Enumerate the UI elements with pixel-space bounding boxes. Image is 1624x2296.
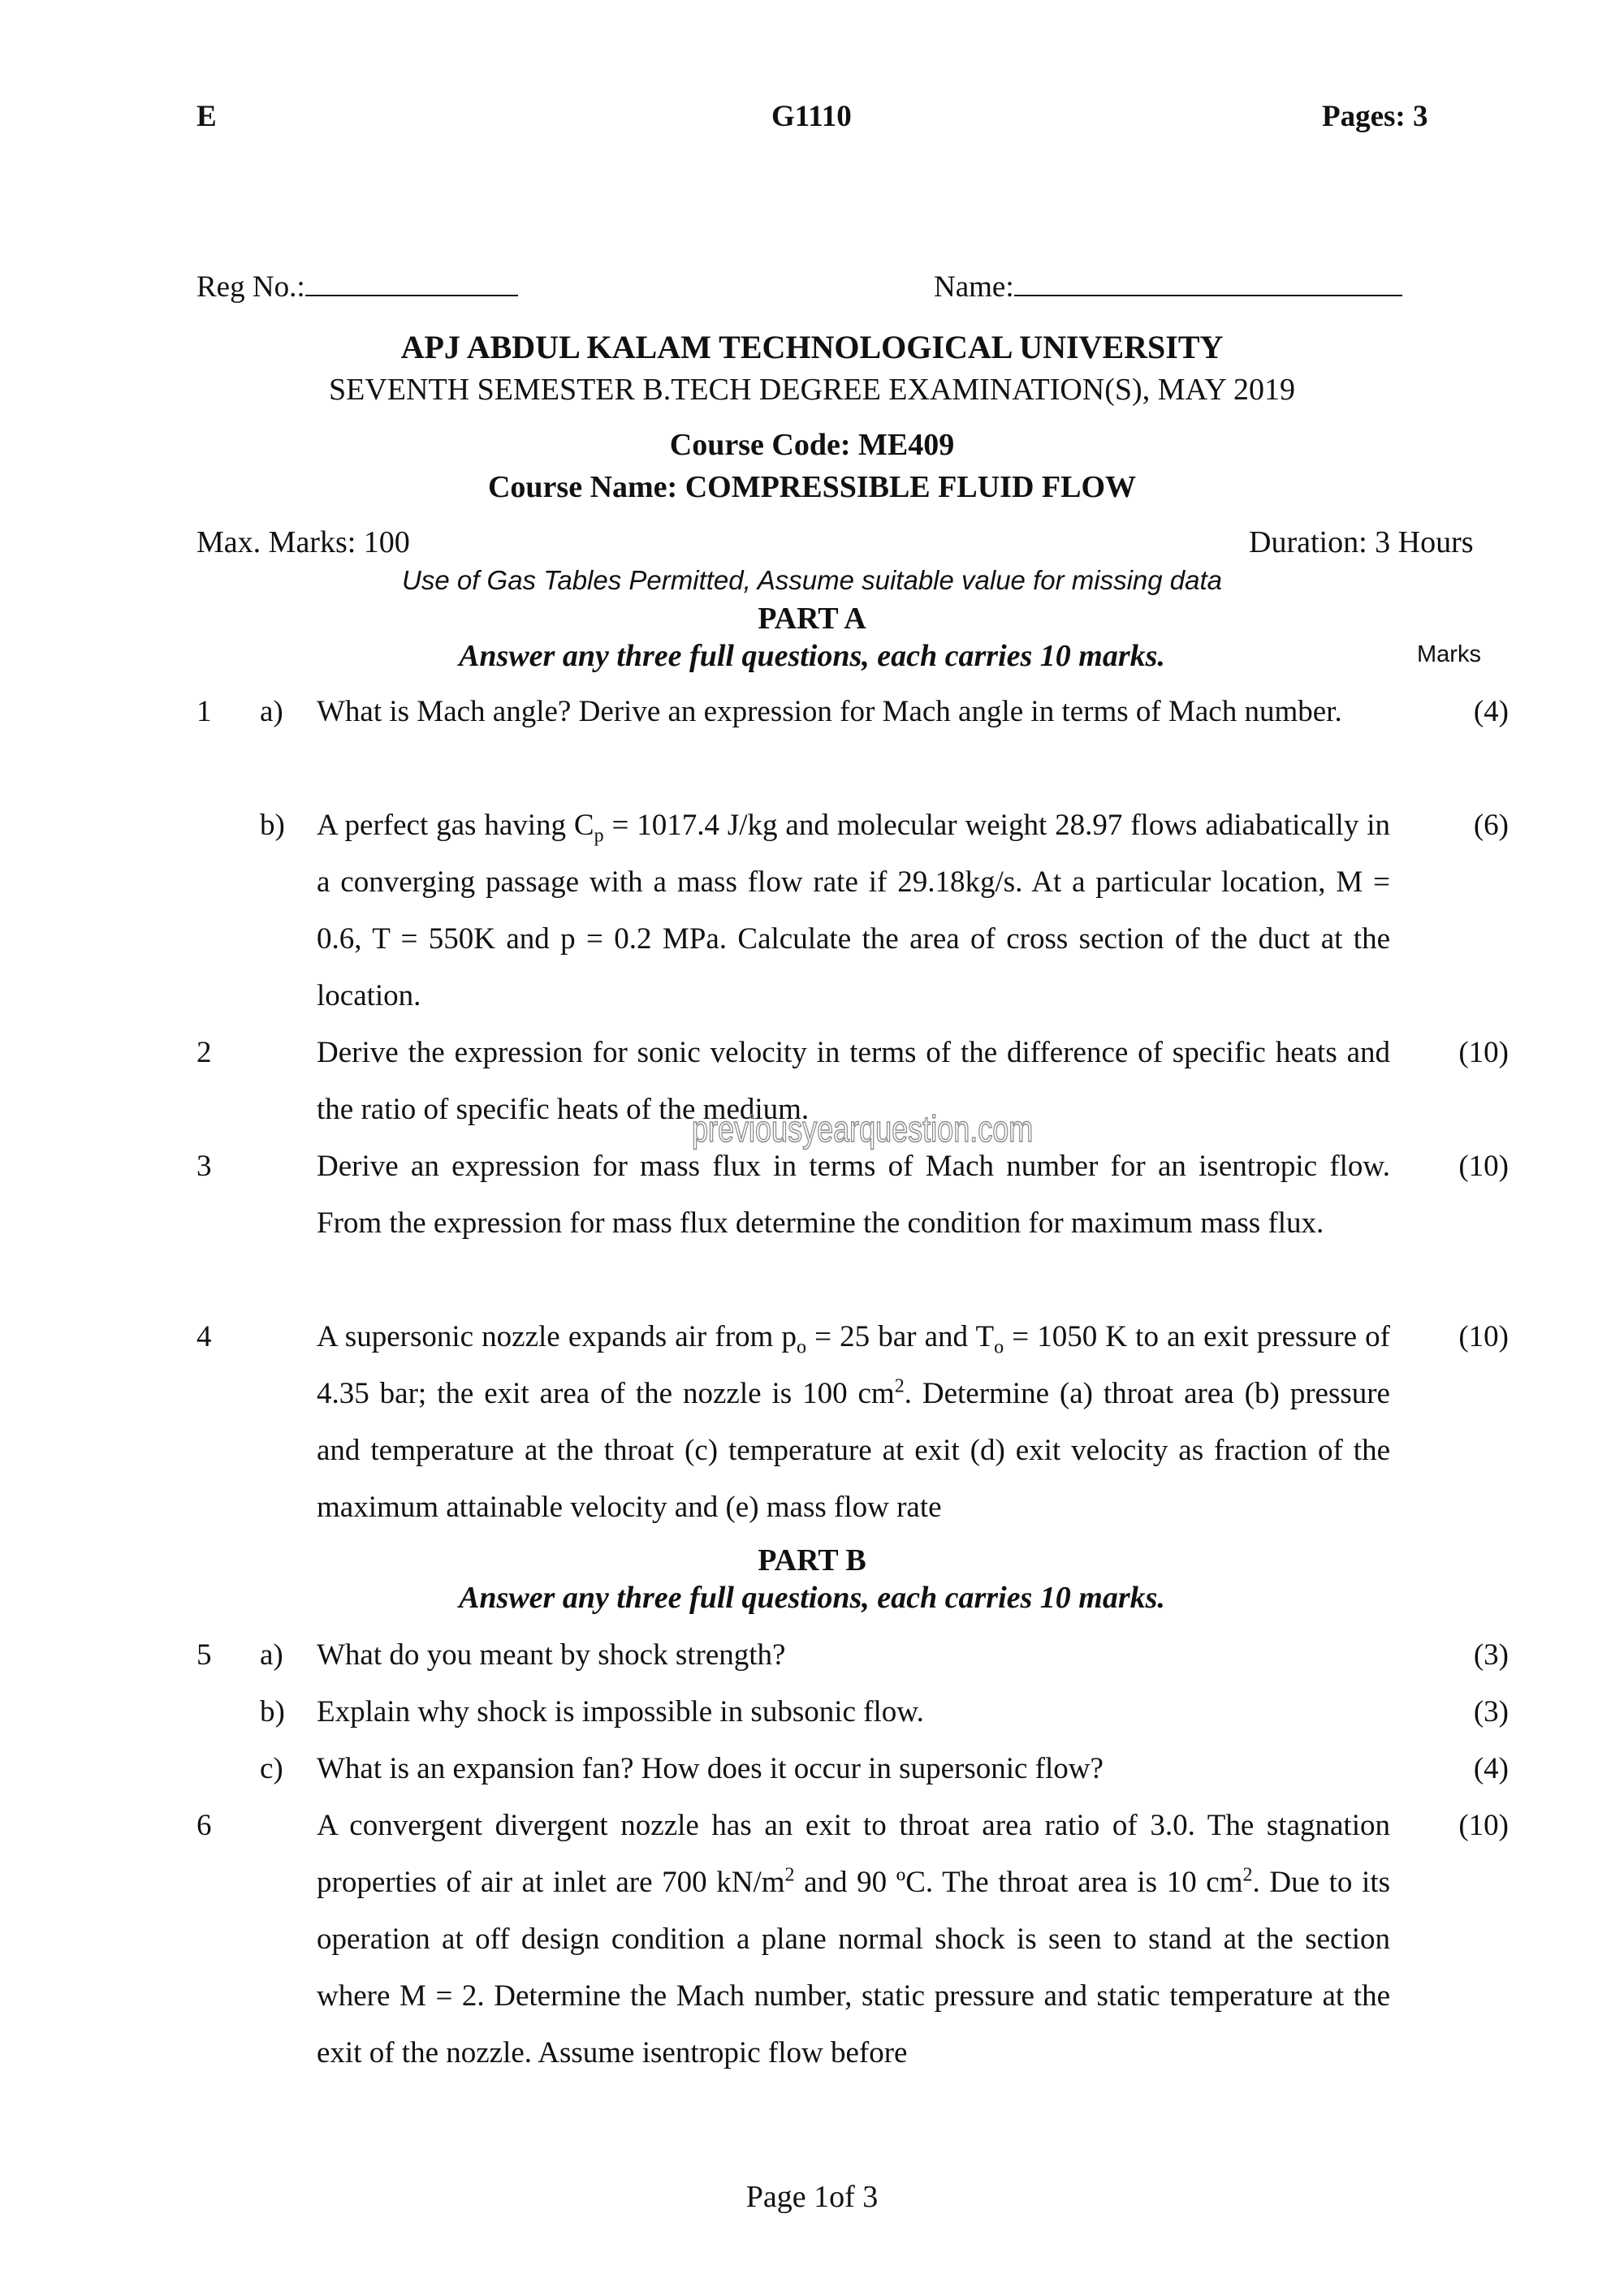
part-a-instruction: Answer any three full questions, each carries 10 marks.	[459, 639, 1165, 673]
question-part: c)	[260, 1752, 283, 1785]
question-text: Explain why shock is impossible in subsonic flow.	[317, 1695, 924, 1728]
question-marks: (10)	[1458, 1150, 1509, 1183]
question-text: Derive the expression for sonic velocity in terms of the difference of specific heats and the ratio of specific heats of the medium.	[317, 1036, 1390, 1126]
question-number: 6	[197, 1809, 212, 1842]
set-letter: E	[197, 100, 217, 133]
part-b-instruction: Answer any three full questions, each carries 10 marks.	[459, 1581, 1165, 1615]
question-marks: (10)	[1458, 1809, 1509, 1842]
max-marks: Max. Marks: 100	[197, 525, 410, 559]
name-label: Name:	[934, 270, 1402, 304]
question-marks: (3)	[1473, 1695, 1509, 1728]
exam-title: SEVENTH SEMESTER B.TECH DEGREE EXAMINATION(S), MAY 2019	[329, 373, 1295, 407]
question-marks: (4)	[1473, 1752, 1509, 1785]
question-part: b)	[260, 1695, 285, 1728]
question-part: a)	[260, 1638, 283, 1672]
question-text: What do you meant by shock strength?	[317, 1638, 786, 1672]
question-text: A convergent divergent nozzle has an exit to throat area ratio of 3.0. The stagnation properties of air at inlet are 700 $kN/m^2$ and 90 ºC. The throat area is 10 $cm^2$. Due to its operation at off design condition a plane normal shock is seen to stand at the section where M = 2. Determine the Mach number, static pressure and static temperature at the exit of the nozzle. Assume isentropic flow before	[317, 1809, 1390, 2069]
question-text: Derive an expression for mass flux in terms of Mach number for an isentropic flow. From the expression for mass flux determine the condition for maximum mass flux.	[317, 1150, 1390, 1240]
question-text: A supersonic nozzle expands air from $p_o = 25$ bar and $T_o = 1050$ K to an exit pressure of 4.35 bar; the exit area of the nozzle is 100 $cm^2$. Determine (a) throat area (b) pressure and temperature at the throat (c) temperature at exit (d) exit velocity as fraction of the maximum attainable velocity and (e) mass flow rate	[317, 1320, 1390, 1524]
question-part: b)	[260, 809, 285, 842]
question-number: 5	[197, 1638, 212, 1672]
instructions-note: Use of Gas Tables Permitted, Assume suitable value for missing data	[401, 565, 1223, 595]
part-b-title: PART B	[758, 1543, 866, 1577]
paper-code: G1110	[771, 100, 852, 133]
question-marks: (10)	[1458, 1320, 1509, 1353]
page-footer: Page 1of 3	[745, 2180, 879, 2214]
question-number: 2	[197, 1036, 212, 1069]
question-marks: (10)	[1458, 1036, 1509, 1069]
duration: Duration: 3 Hours	[1249, 525, 1474, 559]
reg-no-label: Reg No.:	[197, 270, 518, 304]
course-name: Course Name: COMPRESSIBLE FLUID FLOW	[487, 470, 1137, 504]
part-a-title: PART A	[758, 602, 866, 636]
question-part: a)	[260, 695, 283, 728]
question-number: 4	[197, 1320, 212, 1353]
watermark: previousyearquestion.com	[692, 1107, 1034, 1150]
marks-column-header: Marks	[1417, 641, 1481, 667]
question-number: 3	[197, 1150, 212, 1183]
question-text: A perfect gas having $C_p = 1017.4$ J/kg and molecular weight 28.97 flows adiabatically in a converging passage with a mass flow rate if 29.18kg/s. At a particular location, M = 0.6, T = 550K and p = 0.2 MPa. Calculate the area of cross section of the duct at the location.	[317, 809, 1390, 1012]
page-count: Pages: 3	[1322, 100, 1428, 133]
question-text: What is an expansion fan? How does it occur in supersonic flow?	[317, 1752, 1104, 1785]
question-number: 1	[197, 695, 212, 728]
question-marks: (6)	[1473, 809, 1509, 842]
course-code: Course Code: ME409	[669, 428, 955, 462]
question-text: What is Mach angle? Derive an expression for Mach angle in terms of Mach number.	[317, 695, 1342, 728]
question-marks: (3)	[1473, 1638, 1509, 1672]
question-marks: (4)	[1473, 695, 1509, 728]
university-name: APJ ABDUL KALAM TECHNOLOGICAL UNIVERSITY	[400, 329, 1224, 365]
